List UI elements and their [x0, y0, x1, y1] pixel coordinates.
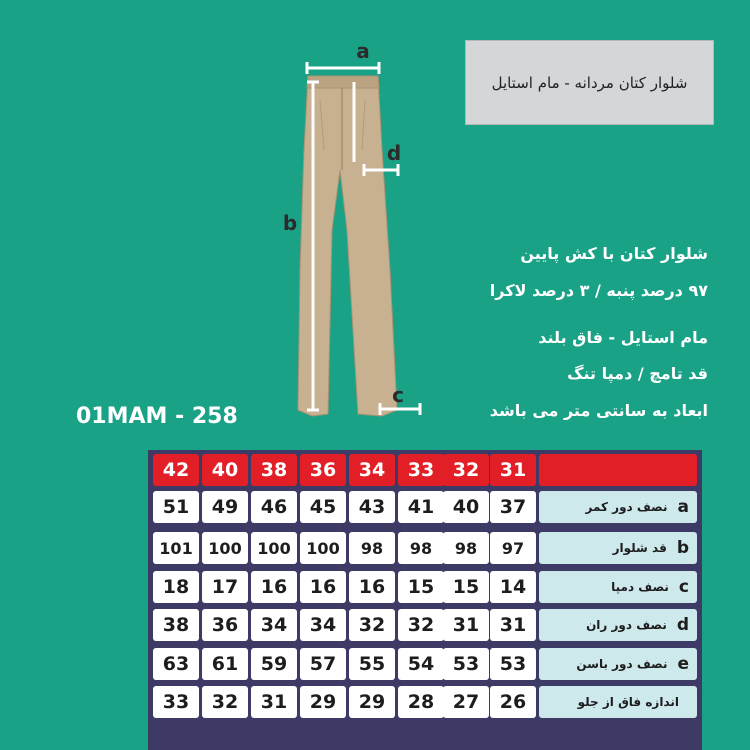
size-header: 42	[153, 454, 199, 486]
row-label-text: نصف دمپا	[611, 580, 669, 594]
label-d: d	[386, 141, 402, 165]
table-cell: 101	[153, 532, 199, 564]
description-line-2: ۹۷ درصد پنبه / ۳ درصد لاکرا	[489, 281, 708, 300]
table-cell: 16	[300, 571, 346, 603]
pants-diagram	[270, 30, 450, 425]
table-cell: 98	[398, 532, 444, 564]
description-line-3: مام استایل - فاق بلند	[538, 328, 708, 347]
size-header: 36	[300, 454, 346, 486]
table-cell: 16	[349, 571, 395, 603]
table-cell: 31	[490, 609, 536, 641]
row-letter: c	[678, 577, 689, 597]
table-cell: 61	[202, 648, 248, 680]
table-cell: 100	[251, 532, 297, 564]
table-cell: 57	[300, 648, 346, 680]
table-cell: 100	[202, 532, 248, 564]
table-cell: 46	[251, 491, 297, 523]
table-cell: 29	[349, 686, 395, 718]
row-label-text: نصف دور کمر	[585, 500, 668, 514]
table-cell: 51	[153, 491, 199, 523]
row-label	[539, 571, 697, 603]
table-cell: 53	[490, 648, 536, 680]
size-header-corner	[539, 454, 697, 486]
table-cell: 100	[300, 532, 346, 564]
row-label	[539, 532, 697, 564]
row-label-text: اندازه فاق از جلو	[577, 695, 679, 709]
label-b: b	[282, 211, 298, 235]
table-cell: 18	[153, 571, 199, 603]
row-label	[539, 609, 697, 641]
table-cell: 40	[443, 491, 489, 523]
table-cell: 31	[443, 609, 489, 641]
table-cell: 98	[349, 532, 395, 564]
size-header: 32	[443, 454, 489, 486]
size-header: 38	[251, 454, 297, 486]
label-a: a	[356, 39, 370, 63]
product-code: 01MAM - 258	[76, 404, 238, 429]
table-cell: 31	[251, 686, 297, 718]
table-cell: 34	[251, 609, 297, 641]
table-cell: 15	[398, 571, 444, 603]
description-line-4: قد تامچ / دمپا تنگ	[567, 364, 708, 383]
table-cell: 32	[398, 609, 444, 641]
table-cell: 16	[251, 571, 297, 603]
description-line-1: شلوار کتان با کش پایین	[520, 244, 708, 263]
table-cell: 27	[443, 686, 489, 718]
table-cell: 41	[398, 491, 444, 523]
table-cell: 32	[202, 686, 248, 718]
table-cell: 45	[300, 491, 346, 523]
row-label	[539, 648, 697, 680]
table-cell: 17	[202, 571, 248, 603]
table-cell: 33	[153, 686, 199, 718]
table-cell: 53	[443, 648, 489, 680]
size-header: 34	[349, 454, 395, 486]
row-label-text: نصف دور ران	[586, 618, 667, 632]
table-cell: 49	[202, 491, 248, 523]
product-title: شلوار کتان مردانه - مام استایل	[465, 40, 714, 125]
row-letter: a	[677, 497, 689, 517]
table-cell: 38	[153, 609, 199, 641]
label-c: c	[392, 383, 404, 407]
size-table	[148, 450, 702, 750]
table-cell: 36	[202, 609, 248, 641]
table-cell: 63	[153, 648, 199, 680]
size-header: 31	[490, 454, 536, 486]
row-letter: d	[676, 615, 689, 635]
table-cell: 54	[398, 648, 444, 680]
table-cell: 34	[300, 609, 346, 641]
table-cell: 26	[490, 686, 536, 718]
row-label	[539, 686, 697, 718]
table-cell: 14	[490, 571, 536, 603]
table-cell: 28	[398, 686, 444, 718]
row-letter: e	[677, 654, 689, 674]
table-cell: 37	[490, 491, 536, 523]
table-cell: 43	[349, 491, 395, 523]
table-cell: 55	[349, 648, 395, 680]
description-line-5: ابعاد به سانتی متر می باشد	[489, 401, 708, 420]
size-header: 33	[398, 454, 444, 486]
table-cell: 59	[251, 648, 297, 680]
size-header: 40	[202, 454, 248, 486]
row-label-text: نصف دور باسن	[576, 657, 668, 671]
table-cell: 15	[443, 571, 489, 603]
table-cell: 98	[443, 532, 489, 564]
table-cell: 32	[349, 609, 395, 641]
row-letter: b	[676, 538, 689, 558]
row-label-text: قد شلوار	[612, 541, 667, 555]
table-cell: 97	[490, 532, 536, 564]
table-cell: 29	[300, 686, 346, 718]
row-label	[539, 491, 697, 523]
